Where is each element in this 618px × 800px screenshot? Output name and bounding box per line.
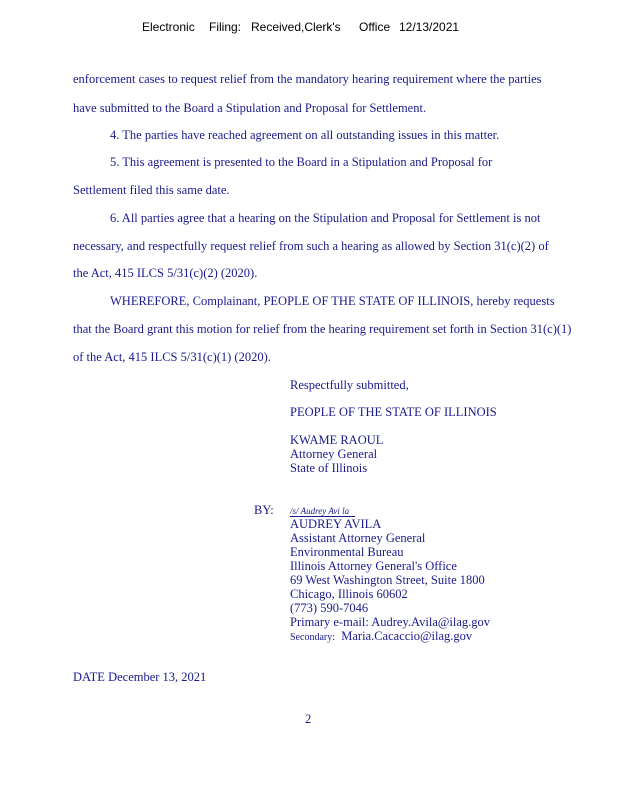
by-label: BY: (254, 503, 274, 517)
item-6: 6. All parties agree that a hearing on the Stipulation and Proposal for Settlement is not (110, 211, 541, 225)
phone-number: (773) 590-7046 (290, 601, 369, 615)
ag-name: KWAME RAOUL (290, 433, 384, 447)
secondary-email-row (290, 629, 472, 644)
signature-image: /s/ Audrey Avi la (290, 506, 355, 517)
date-line: DATE December 13, 2021 (73, 670, 207, 684)
header-date: 12/13/2021 (399, 20, 460, 34)
item-5: 5. This agreement is presented to the Board in a Stipulation and Proposal for (110, 155, 493, 169)
signer-title: Assistant Attorney General (290, 531, 426, 545)
header-filing: Filing: (209, 20, 242, 34)
page-number: 2 (305, 712, 312, 726)
secondary-email-label: Secondary: (290, 632, 335, 643)
item-6-cont: necessary, and respectfully request relief from such a hearing as allowed by Section 31(c)(2) of (73, 239, 549, 253)
item-6-cont: the Act, 415 ILCS 5/31(c)(2) (2020). (73, 266, 258, 280)
header-office: Office (359, 20, 391, 34)
paragraph-line: enforcement cases to request relief from the mandatory hearing requirement where the parties (73, 72, 542, 86)
address-city: Chicago, Illinois 60602 (290, 587, 408, 601)
primary-email-label: Primary e-mail: (290, 615, 372, 629)
signer-office: Illinois Attorney General's Office (290, 559, 457, 573)
header-received: Received,Clerk's (251, 20, 341, 34)
header-electronic: Electronic (142, 20, 195, 34)
paragraph-line: have submitted to the Board a Stipulation and Proposal for Settlement. (73, 101, 427, 115)
primary-email-row (290, 615, 490, 630)
wherefore-clause: WHEREFORE, Complainant, PEOPLE OF THE STATE OF ILLINOIS, hereby requests (110, 294, 555, 308)
secondary-email[interactable]: Maria.Cacaccio@ilag.gov (341, 629, 473, 643)
signer-name: AUDREY AVILA (290, 517, 382, 531)
party-name: PEOPLE OF THE STATE OF ILLINOIS (290, 405, 497, 419)
address-street: 69 West Washington Street, Suite 1800 (290, 573, 485, 587)
primary-email[interactable]: Audrey.Avila@ilag.gov (371, 615, 491, 629)
ag-state: State of Illinois (290, 461, 368, 475)
item-5-cont: Settlement filed this same date. (73, 183, 230, 197)
ag-title: Attorney General (290, 447, 378, 461)
signer-bureau: Environmental Bureau (290, 545, 404, 559)
item-4: 4. The parties have reached agreement on all outstanding issues in this matter. (110, 128, 500, 142)
wherefore-cont: that the Board grant this motion for relief from the hearing requirement set forth in Section 31(c)(1) (73, 322, 572, 336)
wherefore-cont: of the Act, 415 ILCS 5/31(c)(1) (2020). (73, 350, 271, 364)
closing: Respectfully submitted, (290, 378, 409, 392)
